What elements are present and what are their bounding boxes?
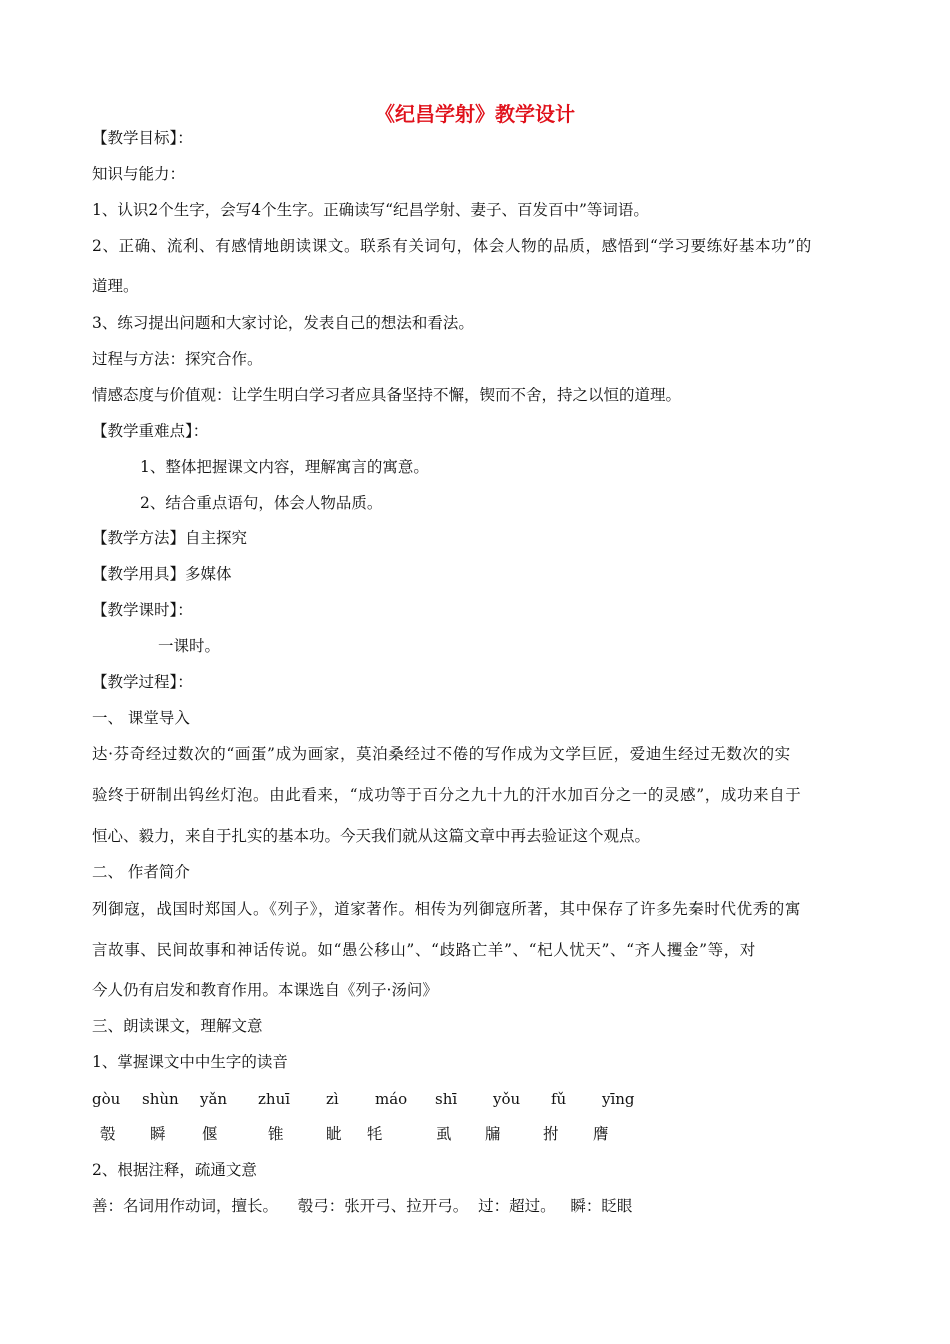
- subheading-knowledge-ability: 知识与能力：: [92, 165, 186, 183]
- heading-teaching-hours: 【教学课时】：: [92, 601, 193, 619]
- character-item: 膺: [593, 1125, 609, 1143]
- heading-teaching-tools: 【教学用具】多媒体: [92, 565, 232, 583]
- paragraph-intro-3: 恒心、毅力，来自于扎实的基本功。今天我们就从这篇文章中再去验证这个观点。: [92, 827, 651, 845]
- paragraph-difficulty-2: 2、结合重点语句，体会人物品质。: [140, 494, 383, 512]
- paragraph-author-1: 列御寇，战国时郑国人。《列子》，道家著作。相传为列御寇所著，其中保存了许多先秦时代优秀的寓: [92, 900, 802, 918]
- paragraph-author-3: 今人仍有启发和教育作用。本课选自《列子·汤问》: [92, 981, 438, 999]
- pinyin-item: zhuī: [258, 1090, 291, 1108]
- character-item: 牖: [485, 1125, 501, 1143]
- pinyin-item: shī: [435, 1090, 458, 1108]
- section-author: 二、 作者简介: [92, 863, 190, 881]
- paragraph-emotion-values: 情感态度与价值观：让学生明白学习者应具备坚持不懈，锲而不舍，持之以恒的道理。: [92, 386, 682, 404]
- section-intro: 一、 课堂导入: [92, 709, 190, 727]
- paragraph-intro-2: 验终于研制出钨丝灯泡。由此看来，“成功等于百分之九十九的汗水加百分之一的灵感”，成功来自于: [92, 786, 802, 804]
- paragraph-goal-2: 2、正确、流利、有感情地朗读课文。联系有关词句，体会人物的品质，感悟到“学习要练好基本功”的: [92, 237, 812, 255]
- character-item: 瞬: [150, 1125, 166, 1143]
- character-item: 牦: [367, 1125, 383, 1143]
- paragraph-process-method: 过程与方法：探究合作。: [92, 350, 263, 368]
- pinyin-item: fǔ: [551, 1090, 567, 1108]
- paragraph-author-2: 言故事、民间故事和神话传说。如“愚公移山”、“歧路亡羊”、“杞人忧天”、“齐人攫金”等，对: [92, 941, 756, 959]
- paragraph-difficulty-1: 1、整体把握课文内容，理解寓言的寓意。: [140, 458, 429, 476]
- paragraph-pronunciation: 1、掌握课文中中生字的读音: [92, 1053, 288, 1071]
- character-item: 虱: [436, 1125, 452, 1143]
- character-item: 锥: [268, 1125, 284, 1143]
- pinyin-item: zì: [326, 1090, 339, 1108]
- paragraph-goal-3: 3、练习提出问题和大家讨论，发表自己的想法和看法。: [92, 314, 474, 332]
- character-item: 偃: [202, 1125, 218, 1143]
- character-item: 拊: [543, 1125, 559, 1143]
- document-title: 《纪昌学射》教学设计: [375, 102, 575, 126]
- paragraph-one-lesson: 一课时。: [158, 637, 221, 655]
- paragraph-annotations: 善：名词用作动词，擅长。 彀弓：张开弓、拉开弓。 过：超过。 瞬：眨眼: [92, 1197, 633, 1215]
- heading-teaching-process: 【教学过程】：: [92, 673, 193, 691]
- character-item: 彀: [100, 1125, 116, 1143]
- paragraph-intro-1: 达·芬奇经过数次的“画蛋”成为画家，莫泊桑经过不倦的写作成为文学巨匠，爱迪生经过无数次的实: [92, 745, 791, 763]
- section-reading: 三、朗读课文，理解文意: [92, 1017, 263, 1035]
- pinyin-item: máo: [375, 1090, 408, 1108]
- heading-teaching-goals: 【教学目标】：: [92, 129, 193, 147]
- pinyin-item: shùn: [142, 1090, 179, 1108]
- paragraph-goal-2-cont: 道理。: [92, 277, 139, 295]
- pinyin-item: yīng: [602, 1090, 635, 1108]
- paragraph-annotation-heading: 2、根据注释，疏通文意: [92, 1161, 257, 1179]
- character-item: 眦: [326, 1125, 342, 1143]
- pinyin-item: yǎn: [200, 1090, 228, 1108]
- pinyin-item: yǒu: [493, 1090, 521, 1108]
- pinyin-item: gòu: [92, 1090, 121, 1108]
- paragraph-goal-1: 1、认识2个生字，会写4个生字。正确读写“纪昌学射、妻子、百发百中”等词语。: [92, 201, 649, 219]
- heading-teaching-method: 【教学方法】自主探究: [92, 529, 248, 547]
- heading-key-difficulties: 【教学重难点】：: [92, 422, 209, 440]
